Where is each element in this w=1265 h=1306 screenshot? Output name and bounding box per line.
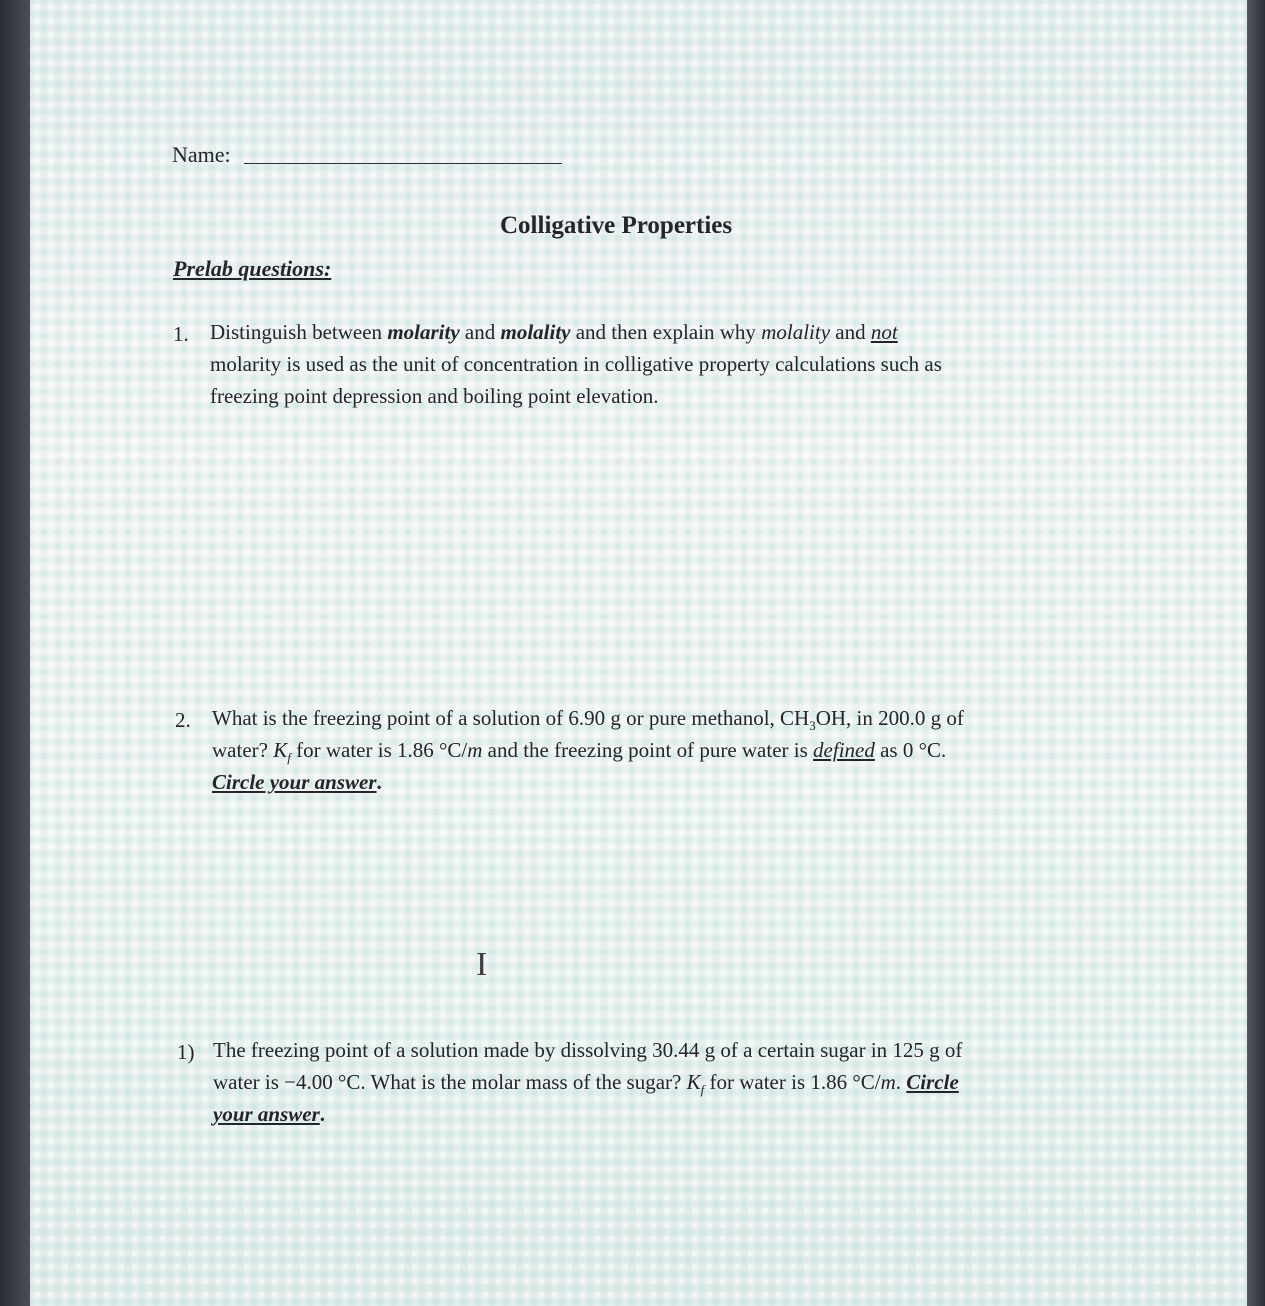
- text-run: not: [870, 320, 898, 344]
- text-run: molality: [500, 320, 571, 344]
- text-run: and: [459, 320, 501, 344]
- text-run: and: [830, 320, 871, 344]
- question-number: 2.: [175, 708, 191, 732]
- text-run: K: [273, 738, 288, 762]
- text-run: Circle: [906, 1070, 959, 1094]
- question-line: [213, 1034, 962, 1066]
- text-run: Distinguish between: [210, 320, 388, 344]
- question-line: [210, 380, 658, 412]
- text-run: molality: [761, 320, 831, 344]
- text-run: Circle your answer: [212, 770, 377, 794]
- text-run: .: [319, 1102, 326, 1126]
- text-run: The freezing point of a solution made by dissolving 30.44 g of a certain sugar in 125 g of: [213, 1038, 963, 1062]
- text-run: What is the freezing point of a solution of 6.90 g or pure methanol, CH: [212, 706, 810, 730]
- worksheet-page: [30, 0, 1247, 1306]
- text-run: as 0 °C.: [874, 738, 947, 762]
- screen-bezel-left: [0, 0, 30, 1306]
- question-line: [213, 1098, 325, 1130]
- subscript: f: [287, 750, 291, 766]
- page-title: Colligative Properties: [500, 212, 733, 239]
- subscript: 3: [809, 718, 816, 734]
- text-run: and the freezing point of pure water is: [482, 738, 814, 762]
- text-run: your answer: [213, 1102, 320, 1126]
- text-run: .: [895, 1070, 907, 1094]
- text-run: .: [376, 770, 382, 794]
- text-run: water?: [212, 738, 274, 762]
- text-run: K: [686, 1070, 701, 1094]
- name-blank-line[interactable]: [244, 163, 562, 164]
- text-run: OH, in 200.0 g of: [815, 706, 964, 730]
- question-line: [210, 316, 898, 348]
- prelab-heading: Prelab questions:: [173, 256, 332, 281]
- text-run: freezing point depression and boiling point elevation.: [210, 384, 659, 408]
- text-run: m: [467, 738, 483, 762]
- text-run: defined: [813, 738, 875, 762]
- text-run: molarity: [387, 320, 460, 344]
- text-run: m: [880, 1070, 896, 1094]
- text-cursor-icon: I: [476, 946, 488, 983]
- question-number: 1): [177, 1040, 195, 1064]
- screen-bezel-right: [1247, 0, 1265, 1306]
- subscript: f: [700, 1082, 705, 1098]
- text-run: and then explain why: [570, 320, 762, 344]
- text-run: water is −4.00 °C. What is the molar mass of the sugar?: [213, 1070, 687, 1094]
- question-line: [210, 348, 942, 380]
- text-run: for water is 1.86 °C/: [704, 1070, 881, 1094]
- name-label: Name:: [172, 142, 231, 167]
- text-run: molarity is used as the unit of concentration in colligative property calculations such as: [210, 352, 942, 376]
- text-run: for water is 1.86 °C/: [290, 738, 468, 762]
- question-number: 1.: [173, 322, 189, 346]
- question-line: [212, 766, 382, 798]
